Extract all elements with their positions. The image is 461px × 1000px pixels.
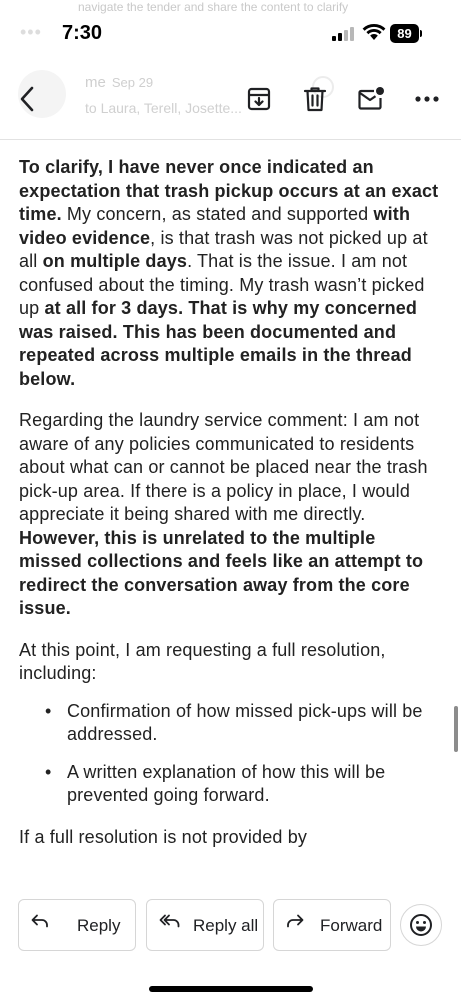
reply-icon: [31, 914, 49, 928]
home-indicator: [149, 986, 313, 992]
scrollbar-thumb[interactable]: [454, 706, 458, 752]
list-item: • A written explanation of how this will be prevented going forward.: [19, 761, 439, 808]
forward-label: Forward: [320, 916, 383, 935]
archive-icon: [246, 86, 272, 112]
ghost-dots: •••: [20, 22, 42, 42]
paragraph-laundry: [19, 409, 439, 621]
reply-button[interactable]: [18, 899, 136, 951]
bold-span: To clarify, I have never once indicated an expectation that trash pickup occurs at an exact time.: [19, 157, 439, 224]
more-options-button[interactable]: [412, 84, 442, 114]
bold-span: on multiple days: [42, 251, 188, 271]
reply-all-button[interactable]: [146, 899, 264, 951]
text-span: . That is the issue. I am not confused about the timing. My trash wasn’t picked up: [19, 251, 425, 318]
list-item: • Confirmation of how missed pick-ups will be addressed.: [19, 700, 439, 747]
bottom-action-bar: [0, 880, 461, 1000]
reply-label: Reply: [77, 916, 121, 935]
request-list: [19, 700, 439, 808]
paragraph-request: At this point, I am requesting a full resolution, including:: [19, 639, 386, 683]
more-horiz-icon: [415, 95, 439, 103]
status-time: 7:30: [62, 22, 103, 44]
text-span: , is that trash was not picked up at all: [19, 227, 428, 271]
email-toolbar: [0, 62, 461, 140]
forward-icon: [286, 914, 304, 928]
bold-span: at all for 3 days. That is why my concerned was raised. This has been documented and repeated across multiple emails in the thread below.: [19, 298, 418, 389]
bold-span: with video evidence: [19, 204, 411, 248]
ghost-sender-name: me: [85, 74, 106, 91]
wifi-icon: [362, 23, 386, 41]
battery-cap: [420, 30, 422, 37]
back-arrow-icon: [18, 85, 36, 113]
emoji-reaction-button[interactable]: [400, 904, 442, 946]
ghost-sender: [85, 74, 153, 91]
status-bar: [0, 0, 461, 62]
ghost-sender-date: Sep 29: [111, 75, 154, 90]
reply-all-icon: [159, 914, 181, 928]
forward-button[interactable]: [273, 899, 391, 951]
paragraph-resolution: If a full resolution is not provided by: [19, 826, 308, 847]
email-body: [19, 156, 439, 867]
cellular-signal-icon: [332, 27, 354, 41]
text-span: My concern, as stated and supported: [61, 204, 374, 224]
ghost-recipients: to Laura, Terell, Josette...: [85, 100, 242, 116]
mark-unread-button[interactable]: [356, 84, 386, 114]
mark-unread-icon: [357, 86, 385, 112]
archive-button[interactable]: [244, 84, 274, 114]
smiley-icon: [409, 913, 433, 937]
trash-icon: [303, 86, 327, 112]
paragraph-clarify: [19, 156, 439, 391]
reply-all-label: Reply all: [193, 916, 259, 935]
text-span: Regarding the laundry service comment: I am not aware of any policies communicated to residents about what can or cannot be placed near the trash pick-up area. If there is a policy in place, I would appreciate it being shared with me directly.: [19, 410, 428, 524]
ghost-previous-text: navigate the tender and share the content to clarify: [78, 0, 349, 14]
delete-button[interactable]: [300, 84, 330, 114]
battery-icon: 89: [390, 24, 419, 43]
bold-span: However, this is unrelated to the multiple missed collections and feels like an attempt to redirect the conversation away from the core issue.: [19, 527, 424, 618]
back-button[interactable]: [12, 84, 42, 114]
